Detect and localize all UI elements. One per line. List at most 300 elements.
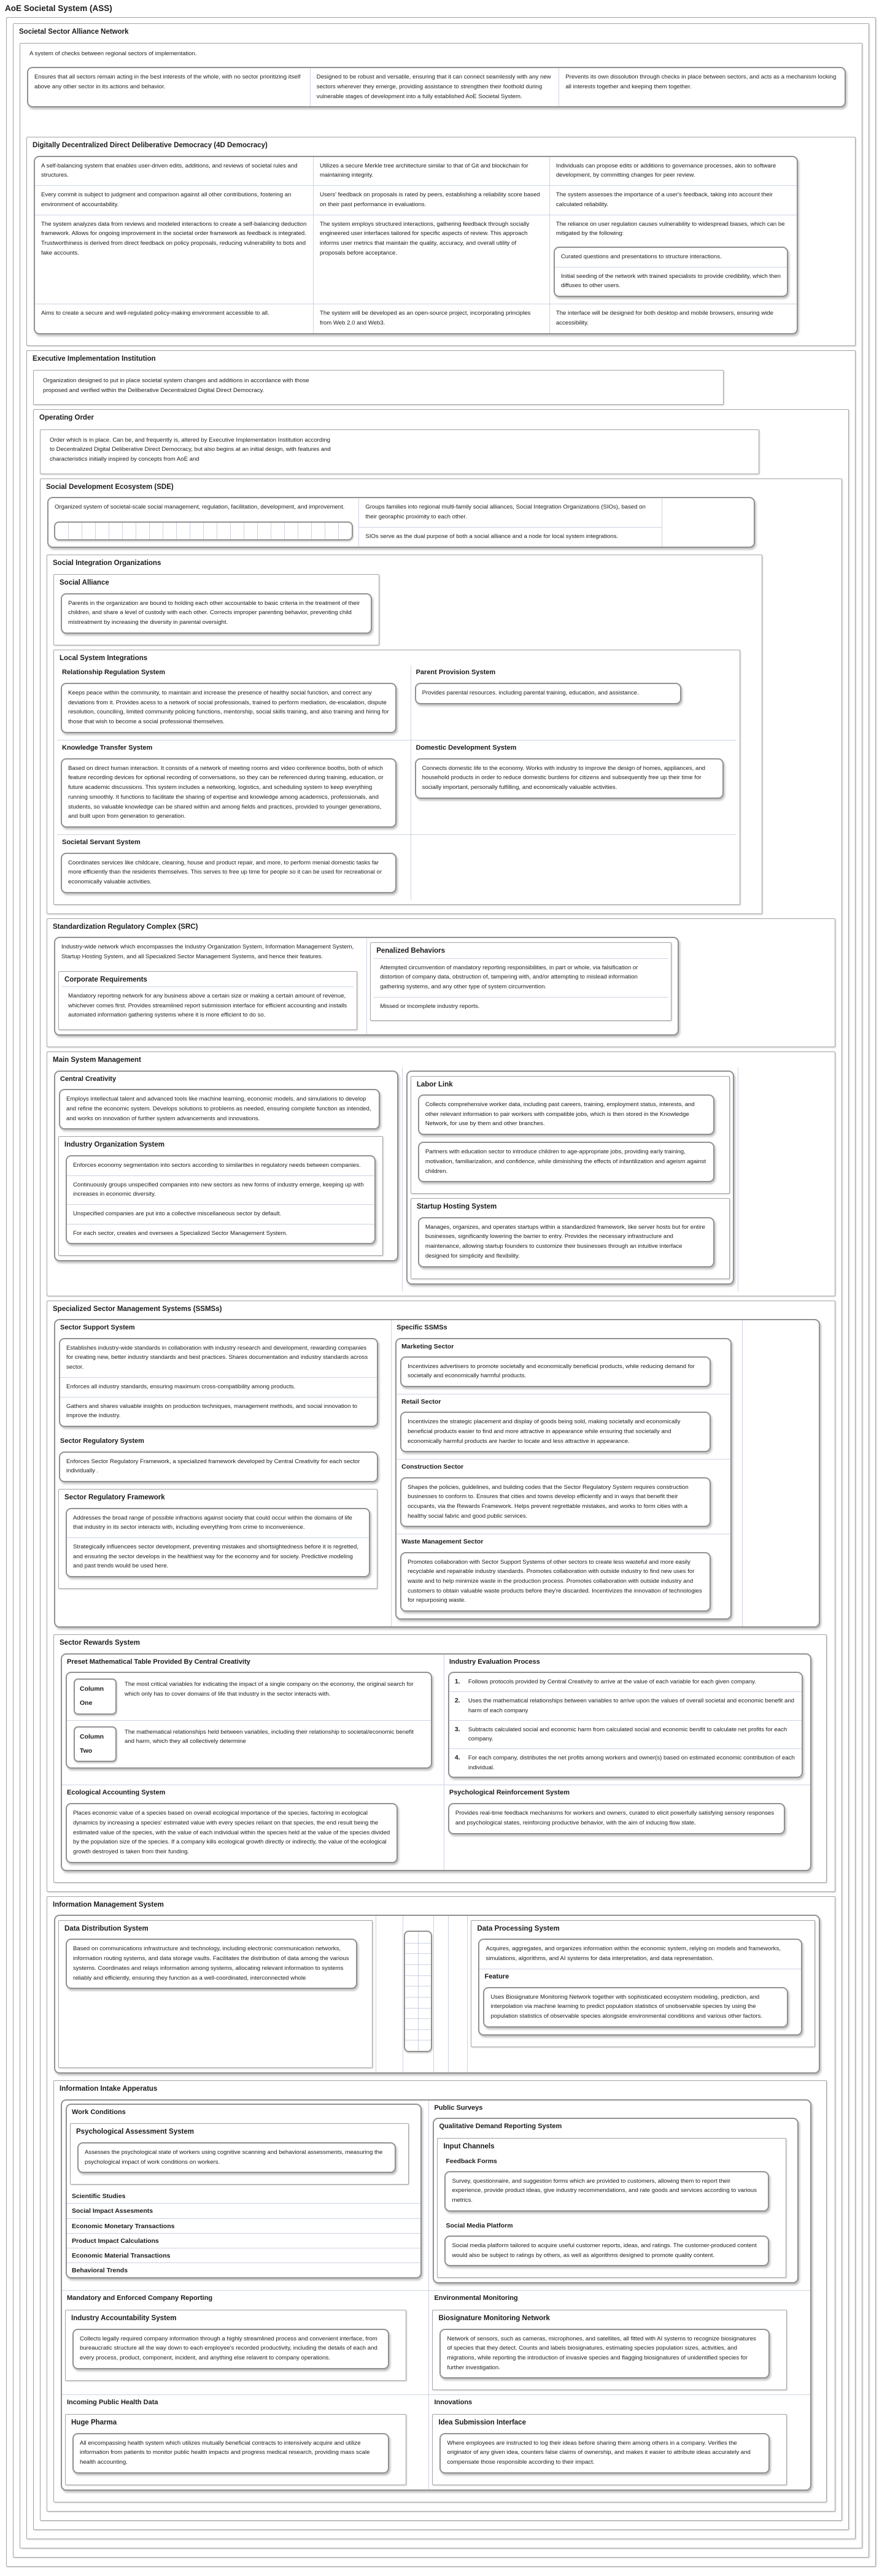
row bbox=[55, 1320, 819, 1626]
section-corporate-requirements bbox=[58, 971, 357, 1031]
text-block: The system employs structured interactions, gathering feedback through socially engineered user interfaces tailored for specific aspects of review. This approach informs user metrics that maintain the quality, accuracy, and overall utility of proposals before acceptance. bbox=[320, 220, 530, 256]
cell bbox=[62, 1785, 444, 1869]
section-information-management-system bbox=[47, 1896, 835, 2512]
section-digitally-decentralized-direct-deliberative-democracy-4d-democracy bbox=[26, 137, 856, 345]
text-block: Addresses the broad range of possible infractions against society that could occur within the domains of life that industry in its sector interacts with, including everything from crime to inconvenience. bbox=[73, 1514, 352, 1531]
section-title: Sector Rewards System bbox=[60, 1639, 141, 1647]
cell bbox=[662, 498, 753, 547]
cell bbox=[738, 1067, 832, 1291]
text-block: Based on direct human interaction. It consists of a network of meeting rooms and video conference booths, both of which feature recording devices for optional recording of conversations, so they can be referenced during training, education, or future academic discussions. This system includes a networking, logistics, and scheduling system to keep everything running smoothly. It functions to facilitate the sharing of expertise and knowledge among academics, professionals, and students, so valuable knowledge can be shared within and among fields and practices, provided to younger generations, and built upon from generation to generation. bbox=[68, 764, 384, 820]
panel bbox=[483, 1987, 788, 2028]
column-row bbox=[67, 1720, 431, 1767]
block bbox=[397, 1534, 730, 1612]
empty-cell bbox=[284, 523, 298, 539]
ass-root bbox=[6, 17, 876, 2567]
section-title: Data Distribution System bbox=[64, 1925, 149, 1933]
cell bbox=[376, 1916, 403, 2072]
row bbox=[57, 665, 737, 740]
text-block: Collects comprehensive worker data, including past careers, training, employment status, interests, and other relevant information to pair workers with compatible jobs, which is then stored in the Knowledge Network, for use by them and other branches. bbox=[425, 1101, 695, 1128]
section-title: Digitally Decentralized Direct Deliberative Democracy (4D Democracy) bbox=[33, 142, 268, 150]
heading-social-media-platform: Social Media Platform bbox=[446, 2221, 513, 2229]
heading-construction-sector: Construction Sector bbox=[401, 1463, 464, 1471]
heading-scientific-studies: Scientific Studies bbox=[72, 2193, 126, 2201]
text-block: Coordinates services like childcare, cleaning, house and product repair, and more, to perform menial domestic tasks far more efficiently than the residents themselves. This serves to free up time for people so it can be used for recreational or economically valuable activities. bbox=[68, 859, 382, 886]
cell bbox=[358, 498, 662, 547]
panel bbox=[439, 2329, 769, 2379]
empty-cell bbox=[109, 523, 122, 539]
column-text: The mathematical relationships held between variables, including their relationship to societal/economic benefit and harm, which they all collectively determine bbox=[125, 1728, 414, 1745]
empty-cell bbox=[257, 523, 271, 539]
empty-cell bbox=[55, 523, 68, 539]
panel bbox=[400, 1477, 711, 1528]
text-block: Assesses the psychological state of workers using cognitive scanning and behavioral assessments, measuring the psychological impact of work conditions on workers. bbox=[85, 2148, 383, 2166]
text-block: Shapes the policies, guidelines, and building codes that the Sector Regulatory System requires construction businesses to conform to. Ensures that cities and towns develop efficiently and in ways that benefit their occupants, via the Rewards Framework. Helps prevent regrettable mistakes, and works to form cities with a healthy social fabric and good public services. bbox=[408, 1483, 689, 1520]
heading-domestic-development-system: Domestic Development System bbox=[416, 744, 517, 752]
text-block: The system analyzes data from reviews and modeled interactions to create a self-balancing deduction framework. Allows for ongoing improvement in the societal order framework as feedback is integrated. Trustworthiness is derived from direct feedback on policy proposals, reducing vulnerability to bots and fake accounts. bbox=[41, 220, 307, 256]
text-block: All encompassing health system which utilizes mutually beneficial contracts to intensively acquire and utilize information from patients to monitor public health impacts and progress medical research, providing mass scale health accounting. bbox=[80, 2439, 370, 2466]
cell bbox=[50, 1067, 402, 1291]
cell bbox=[48, 498, 358, 547]
empty-cell bbox=[405, 2018, 418, 2029]
numbered-item bbox=[449, 1691, 802, 1720]
item-number: 2. bbox=[454, 1697, 460, 1705]
item-number: 1. bbox=[454, 1678, 460, 1686]
section-biosignature-monitoring-network bbox=[432, 2310, 786, 2390]
cell bbox=[62, 1655, 444, 1785]
section-startup-hosting-system bbox=[411, 1198, 730, 1278]
spacer bbox=[62, 1996, 369, 2063]
cell bbox=[57, 835, 411, 900]
panel bbox=[418, 1094, 714, 1135]
panel bbox=[72, 2329, 389, 2369]
column-row bbox=[67, 1673, 431, 1720]
text-block: Partners with education sector to introduce children to age-appropriate jobs, providing early training, motivation, familiarization, and confidence, while diminishing the effects of infantilization and ageism against children. bbox=[425, 1148, 706, 1175]
stack bbox=[57, 665, 737, 900]
panel bbox=[77, 2142, 396, 2173]
empty-cell-strip bbox=[54, 521, 353, 540]
cell bbox=[411, 665, 737, 740]
text-block: Manages, organizes, and operates startups within a standardized framework, like server hosts but for entire businesses, significantly lowering the barrier to entry. Provides the necessary infrastructure and maintenance, allowing startup founders to customize their businesses through an intuitive interface designed for simplicity and flexibility. bbox=[425, 1223, 705, 1259]
heading-feedback-forms: Feedback Forms bbox=[446, 2157, 497, 2165]
empty-cell bbox=[338, 523, 352, 539]
text-block: Uses Biosignature Monitoring Network together with sophisticated ecosystem modeling, prediction, and interpolation via machine learning to predict population statistics of unobservable species by using the population statistics of observable species alongside environmental conditions and various other factors. bbox=[490, 1993, 763, 2020]
heading-psychological-reinforcement-system: Psychological Reinforcement System bbox=[449, 1789, 570, 1797]
empty-cell bbox=[203, 523, 217, 539]
cell bbox=[55, 1916, 376, 2072]
text-block: Aims to create a secure and well-regulated policy-making environment accessible to all. bbox=[41, 310, 269, 317]
section-title: Standardization Regulatory Complex (SRC) bbox=[53, 923, 198, 931]
empty-cell bbox=[136, 523, 149, 539]
section-title: Penalized Behaviors bbox=[374, 944, 668, 958]
section-title: Societal Sector Alliance Network bbox=[19, 28, 129, 36]
stack bbox=[48, 498, 358, 540]
cell bbox=[444, 1655, 810, 1785]
section-title: Corporate Requirements bbox=[62, 973, 354, 987]
heading-product-impact-calculations: Product Impact Calculations bbox=[67, 2233, 420, 2248]
empty-cell bbox=[405, 1964, 418, 1975]
row bbox=[35, 185, 797, 214]
text-block: Organization designed to put in place societal system changes and additions in accordance with those proposed and verified within the Deliberative Decentralized Digital Direct Democracy. bbox=[43, 377, 309, 394]
panel bbox=[444, 2236, 768, 2266]
row bbox=[57, 740, 737, 834]
text-block: A system of checks between regional sectors of implementation. bbox=[29, 50, 197, 58]
ssan-pillars bbox=[27, 67, 846, 107]
empty-cell bbox=[405, 2040, 418, 2051]
section-data-distribution-system bbox=[58, 1920, 373, 2068]
empty-cell bbox=[68, 523, 82, 539]
block bbox=[397, 1394, 730, 1452]
text-block: Unspecified companies are put into a collective miscellaneous sector by default. bbox=[67, 1204, 374, 1224]
panel bbox=[400, 1356, 711, 1387]
text-block: Individuals can propose edits or additions to governance processes, akin to software development, by committing changes for peer review. bbox=[555, 162, 776, 179]
text-block: Acquires, aggregates, and organizes information within the economic system, relying on models and frameworks, simulations, algorithms, and AI systems for data interpretation, and data representation. bbox=[485, 1945, 781, 1963]
text-block: The system assesses the importance of a user's feedback, taking into account their calculated reliability. bbox=[555, 191, 773, 208]
text-block: Users' feedback on proposals is rated by peers, establishing a reliability score based on their past performance in evaluations. bbox=[320, 191, 540, 208]
section-title: Industry Organization System bbox=[64, 1141, 164, 1149]
cell bbox=[433, 1916, 449, 2072]
eii-intro bbox=[33, 370, 724, 405]
row bbox=[62, 2101, 810, 2291]
text-block: Initial seeding of the network with trained specialists to provide credibility, which then diffuses to other users. bbox=[555, 267, 787, 296]
text-block: Groups families into regional multi-family social alliances, Social Integration Organizations (SIOs), based on their georaphic proximity to each other. bbox=[365, 504, 646, 520]
text-block: Parents in the organization are bound to holding each other accountable to basic criteria in the treatment of their children, and share a level of custody with each other. Corrects improper parenting behavior, preventing child mistreatment by increasing the diversity in parental oversight. bbox=[68, 599, 360, 626]
row bbox=[50, 1067, 832, 1291]
text-block: Utilizes a secure Merkle tree architecture similar to that of Git and blockchain for maintaining integrity. bbox=[320, 162, 528, 179]
section-title: Social Integration Organizations bbox=[53, 559, 161, 567]
panel bbox=[59, 1338, 378, 1427]
section-title: Input Channels bbox=[443, 2143, 495, 2151]
text-block: Enforces economy segmentation into sectors according to similarities in regulatory needs between companies. bbox=[73, 1161, 361, 1169]
row bbox=[28, 68, 845, 106]
diagram-root bbox=[3, 17, 879, 2567]
section-social-integration-organizations bbox=[47, 555, 762, 914]
row bbox=[35, 304, 797, 333]
section-social-alliance bbox=[53, 574, 379, 645]
section-title: Data Processing System bbox=[477, 1925, 560, 1933]
cell bbox=[411, 835, 737, 900]
empty-cell bbox=[405, 1986, 418, 1997]
panel bbox=[61, 683, 397, 733]
section-title: Psychological Assessment System bbox=[76, 2128, 194, 2136]
text-block: Establishes industry-wide standards in collaboration with industry research and development, rewarding companies for creating new, better industry standards and best practices. Shares documentation and industry standards across sector. bbox=[66, 1344, 368, 1371]
text-block: Employs intellectual talent and advanced tools like machine learning, economic models, and simulations to develop and refine the economic system. Develops solutions to problems as needed, ensuring complete function as intended, and works on innovation of further system advancements and innovations. bbox=[66, 1096, 371, 1122]
heading-mandatory-and-enforced-company-reporting: Mandatory and Enforced Company Reporting bbox=[67, 2294, 213, 2302]
section-specialized-sector-management-systems-ssmss bbox=[47, 1301, 835, 1892]
panel bbox=[66, 1508, 370, 1578]
heading-feature: Feature bbox=[484, 1972, 509, 1980]
cell bbox=[57, 740, 411, 834]
heading-marketing-sector: Marketing Sector bbox=[401, 1342, 454, 1350]
empty-cell bbox=[418, 2018, 431, 2029]
cell bbox=[549, 215, 797, 304]
block bbox=[397, 1339, 730, 1388]
panel bbox=[59, 1089, 380, 1129]
spacer bbox=[23, 114, 859, 133]
numbered-item bbox=[449, 1673, 802, 1691]
text-block: Strategically influencees sector development, preventing mistakes and shortsightedness before it is regretted, and ensuring the sector develops in the healthiest way for the economy and for society. Predictive modeling and past trends would be used here. bbox=[67, 1537, 369, 1576]
empty-grid bbox=[404, 1931, 432, 2052]
empty-cell bbox=[298, 523, 311, 539]
section-title: Social Development Ecosystem (SDE) bbox=[46, 483, 174, 491]
section-executive-implementation-institution bbox=[26, 350, 856, 2539]
text-block: Provides parental resources. including parental training, education, and assistance. bbox=[422, 690, 639, 696]
panel bbox=[415, 758, 724, 799]
empty-cell bbox=[325, 523, 338, 539]
panel bbox=[439, 2433, 769, 2474]
cell bbox=[366, 938, 678, 1034]
cell bbox=[62, 2101, 428, 2291]
stack bbox=[67, 2189, 420, 2277]
cell bbox=[428, 2395, 810, 2489]
empty-cell bbox=[271, 523, 284, 539]
empty-cell bbox=[405, 1943, 418, 1954]
row bbox=[62, 2394, 810, 2489]
qdrs-wrap bbox=[433, 2118, 799, 2283]
empty-cell bbox=[311, 523, 325, 539]
heading-economic-monetary-transactions: Economic Monetary Transactions bbox=[67, 2218, 420, 2233]
section-main-system-management bbox=[47, 1052, 835, 1296]
cell bbox=[549, 157, 797, 185]
heading-environmental-monitoring: Environmental Monitoring bbox=[434, 2294, 518, 2302]
text-block: The reliance on user regulation causes vulnerability to widespread biases, which can be mitigated by the following: bbox=[555, 220, 785, 237]
text-block: Mandatory reporting network for any business above a certain size or making a certain amount of revenue, whichever comes first. Provides streamlined report submission interface for efficient accounting and installs automated information gathering systems where it is more efficient to do so. bbox=[68, 993, 347, 1019]
cell bbox=[35, 157, 313, 185]
text-block: Where employees are instructed to log their ideas before sharing them among others in a company. Verifies the originator of any given idea, counters false claims of ownership, and makes it easier to attribute ideas accurately and compensate those responsible according to their impact. bbox=[447, 2439, 751, 2466]
panel bbox=[61, 853, 397, 893]
text-block: Every commit is subject to judgment and comparison against all other contributions, fostering an environment of accountability. bbox=[41, 191, 292, 208]
empty-cell bbox=[418, 1932, 431, 1943]
cell bbox=[35, 215, 313, 304]
row bbox=[35, 157, 797, 185]
section-industry-accountability-system bbox=[65, 2310, 406, 2381]
empty-cell bbox=[217, 523, 230, 539]
heading-sector-regulatory-system: Sector Regulatory System bbox=[60, 1437, 144, 1445]
cell bbox=[467, 1916, 818, 2072]
text-block: Incentivizes advertisers to promote societally and economically beneficial products, while reducing demand for societally and economically harmful products. bbox=[408, 1363, 695, 1380]
empty-cell bbox=[418, 2029, 431, 2040]
cell bbox=[391, 1320, 742, 1626]
heading-relationship-regulation-system: Relationship Regulation System bbox=[62, 669, 166, 677]
section-title: Idea Submission Interface bbox=[438, 2419, 526, 2427]
heading-specific-ssmss: Specific SSMSs bbox=[397, 1323, 447, 1331]
panel bbox=[415, 683, 682, 704]
text-block: Promotes collaboration with Sector Support Systems of other sectors to create less wasteful and more easily recyclable and repairable industry standards. Promotes collaboration with outside industry to find new uses for waste and to help minimize waste in the production process. Promotes collaboration with outside industry and customers to obtain valuable waste products before they're discarded. Incentivizes the innovation of technologies for repurposing waste. bbox=[408, 1558, 702, 1604]
text-block: Continuously groups unspecified companies into new sectors as new forms of industry emerge, keeping up with increases in economic diversity. bbox=[67, 1175, 374, 1204]
panel bbox=[66, 1155, 376, 1245]
4d-grid bbox=[34, 156, 798, 334]
column-label: Column One bbox=[74, 1678, 117, 1714]
section-sector-regulatory-framework bbox=[58, 1489, 377, 1589]
item-number: 4. bbox=[454, 1753, 460, 1761]
heading-incoming-public-health-data: Incoming Public Health Data bbox=[67, 2399, 158, 2407]
text-block: Survey, questionnaire, and suggestion forms which are provided to customers, allowing them to report their experience, provide product ideas, give industry recommendations, and rate goods and services according to various metrics. bbox=[452, 2177, 757, 2204]
section-industry-organization-system bbox=[58, 1136, 383, 1256]
panel bbox=[61, 593, 372, 634]
numbered-item bbox=[449, 1748, 802, 1777]
cell bbox=[28, 68, 310, 106]
cell bbox=[428, 2291, 810, 2394]
text-block: Collects legally required company information through a highly streamlined process and convenient interface, from bureaucratic structure all the way down to each employee's recorded productivity, including the details of each and every process, product, component, incident, and anything else relavent to company operations. bbox=[80, 2335, 377, 2361]
text-block: Enforces all industry standards, ensuring maximum cross-compatibility among products. bbox=[60, 1377, 377, 1397]
item-number: 3. bbox=[454, 1725, 460, 1733]
column-text: The most critical variables for indicating the impact of a single company on the economy, the original search for which only has to cover domains of life that industry in the sector interacts with. bbox=[125, 1681, 414, 1698]
heading-ecological-accounting-system: Ecological Accounting System bbox=[67, 1789, 166, 1797]
text-block: Industry-wide network which encompasses the Industry Organization System, Information Management System, Startup Hosting System, and all Specialized Sector Management Systems, and hence their features. bbox=[61, 944, 354, 960]
panel bbox=[478, 1939, 802, 2035]
cell bbox=[403, 1916, 433, 2072]
section-penalized-behaviors bbox=[370, 942, 671, 1021]
ssan-body bbox=[20, 43, 862, 2548]
row bbox=[62, 1785, 810, 1869]
operating-order-intro bbox=[40, 429, 759, 474]
cell bbox=[35, 186, 313, 214]
panel bbox=[418, 1142, 714, 1182]
empty-cell bbox=[405, 1975, 418, 1986]
heading-work-conditions: Work Conditions bbox=[72, 2108, 126, 2116]
row bbox=[62, 1655, 810, 1785]
item-text: Follows protocols provided by Central Creativity to arrive at the value of each variable for each given company. bbox=[468, 1678, 756, 1686]
empty-cell bbox=[163, 523, 176, 539]
text-block: For each sector, creates and oversees a Specialized Sector Management System. bbox=[67, 1224, 374, 1244]
cell bbox=[313, 186, 549, 214]
text-block: Order which is in place. Can be, and frequently is, altered by Executive Implementation Institution according to Decentralized Digital Deliberative Direct Democracy, but also begins at an initial design, with features and characteristics initially inspired by concepts from AoE and bbox=[50, 436, 331, 463]
cell bbox=[55, 1320, 391, 1626]
heading-social-impact-assesments: Social Impact Assesments bbox=[67, 2203, 420, 2218]
empty-cell bbox=[190, 523, 203, 539]
heading-qualitative-demand-reporting-system: Qualitative Demand Reporting System bbox=[439, 2123, 562, 2131]
empty-cell bbox=[418, 2008, 431, 2019]
heading-waste-management-sector: Waste Management Sector bbox=[401, 1538, 484, 1546]
section-title: Social Alliance bbox=[60, 579, 109, 587]
cell bbox=[313, 157, 549, 185]
cell bbox=[57, 665, 411, 740]
panel bbox=[444, 2171, 768, 2212]
heading-societal-servant-system: Societal Servant System bbox=[62, 838, 141, 846]
section-sector-rewards-system bbox=[53, 1634, 827, 1883]
empty-cell bbox=[230, 523, 244, 539]
intake-body bbox=[61, 2099, 811, 2491]
numbered-item bbox=[449, 1720, 802, 1748]
text-block: A self-balancing system that enables user-driven edits, additions, and reviews of societal rules and structures. bbox=[41, 162, 298, 179]
heading-public-surveys: Public Surveys bbox=[434, 2104, 483, 2112]
text-block: The interface will be designed for both desktop and mobile browsers, ensuring wide accessibility. bbox=[555, 310, 773, 326]
text-block: Places economic value of a species based on overall ecological importance of the species, factoring in ecological dynamics by increasing a species' estimated value with every species reliant on that species, the end result being the estimated value of the species, with the value of each individual within the species held at the value of the species divided by the population size of the species. If a company kills ecological growth directly or indirectly, the value of the ecological growth destroyed is taken from their funding. bbox=[73, 1810, 390, 1855]
cell bbox=[62, 2395, 428, 2489]
labor-startup-wrap bbox=[406, 1071, 734, 1285]
text-block: Designed to be robust and versatile, ensuring that it can connect seamlessly with any new sectors wherever they emerge, providing assistance to strengthen their foothold during vulnerable stages of development into a fully established AoE Societal System. bbox=[316, 74, 551, 100]
cell bbox=[35, 304, 313, 333]
text-block: Gathers and shares valuable insights on production techniques, management methods, and social innovation to improve the industry. bbox=[60, 1397, 377, 1426]
heading-behavioral-trends: Behavioral Trends bbox=[67, 2263, 420, 2277]
row bbox=[35, 215, 797, 304]
section-operating-order bbox=[33, 409, 849, 2529]
section-psychological-assessment-system bbox=[70, 2123, 409, 2185]
panel bbox=[400, 1412, 711, 1452]
empty-cell bbox=[418, 1964, 431, 1975]
heading-knowledge-transfer-system: Knowledge Transfer System bbox=[62, 744, 153, 752]
heading-central-creativity: Central Creativity bbox=[60, 1075, 117, 1083]
empty-cell bbox=[418, 1943, 431, 1954]
empty-cell bbox=[418, 1975, 431, 1986]
text-block: Prevents its own dissolution through checks in place between sectors, and acts as a mechanism locking all interests together and keeping them together. bbox=[565, 74, 837, 90]
empty-cell bbox=[405, 2008, 418, 2019]
section-title: Biosignature Monitoring Network bbox=[438, 2315, 550, 2323]
empty-cell bbox=[418, 1986, 431, 1997]
rewards-body bbox=[61, 1653, 811, 1871]
row bbox=[55, 938, 678, 1034]
item-text: Subtracts calculated social and economic harm from calculated social and economic benifit to calculate net profits for each company. bbox=[468, 1726, 787, 1743]
block bbox=[397, 1459, 730, 1527]
ssms-body bbox=[54, 1319, 820, 1628]
text-block: Missed or incomplete industry reports. bbox=[374, 997, 668, 1017]
page-title: AoE Societal System (ASS) bbox=[5, 4, 112, 13]
panel bbox=[448, 1672, 803, 1778]
section-title: Specialized Sector Management Systems (SSMSs) bbox=[53, 1305, 222, 1313]
heading-innovations: Innovations bbox=[434, 2399, 473, 2407]
empty-cell bbox=[95, 523, 109, 539]
section-information-intake-apperatus bbox=[53, 2080, 827, 2502]
panel bbox=[61, 758, 397, 828]
text-block: The system will be developed as an open-source project, incorporating principles from Web 2.0 and Web3. bbox=[320, 310, 531, 326]
section-standardization-regulatory-complex-src bbox=[47, 918, 835, 1047]
cell bbox=[411, 740, 737, 834]
section-title: Executive Implementation Institution bbox=[33, 355, 156, 363]
text-block: Network of sensors, such as cameras, microphones, and satellites, all fitted with AI systems to recognize biosignatures of species that they detect. Counts and labels biosignatures, estimating species population sizes, activities, and migrations, while reporting the introduction of invasive species and flagging biosignatures of unidentified species for further investigation. bbox=[447, 2335, 756, 2371]
text-block: Keeps peace within the community, to maintain and increase the presence of healthy social function, and correct any deviations from it. Provides acess to a network of social professionals, trained to perform mediation, de-escalation, dispute resolution, counciling, limited community policing functions, mentorship, social skills training, and also training and hiring for those that wish to become a social professional themselves. bbox=[68, 690, 389, 726]
section-title: Industry Accountability System bbox=[71, 2315, 177, 2323]
cell bbox=[742, 1320, 818, 1626]
cell bbox=[313, 304, 549, 333]
text-block: SIOs serve as the dual purpose of both a social alliance and a node for local system integrations. bbox=[359, 527, 662, 547]
text-block: Social media platform tailored to acquire useful customer reports, ideas, and ratings. The customer-produced content would also be subject to ratings by others, as well as algorithms designed to promote quality content. bbox=[452, 2242, 757, 2259]
panel bbox=[72, 2433, 389, 2474]
heading-sector-support-system: Sector Support System bbox=[60, 1323, 135, 1331]
empty-cell bbox=[82, 523, 95, 539]
heading-retail-sector: Retail Sector bbox=[401, 1398, 441, 1406]
text-block: Attempted circumvention of mandatory reporting responsibilities, in part or whole, via falsification or distortion of company data, obstruction of, tampering with, and/or attempting to mislead information gathering systems, and any other type of system circumvention. bbox=[380, 964, 638, 991]
bias-mitigations bbox=[554, 247, 788, 297]
cell bbox=[313, 215, 549, 304]
section-title: Main System Management bbox=[53, 1056, 141, 1064]
text-block: Ensures that all sectors remain acting in the best interests of the whole, with no sector prioritizing itself above any other sector in its actions and behavior. bbox=[34, 74, 301, 90]
section-idea-submission-interface bbox=[432, 2414, 786, 2485]
heading-economic-material-transactions: Economic Material Transactions bbox=[67, 2248, 420, 2263]
text-block: Enforces Sector Regulatory Framework, a specialized framework developed by Central Creativity for each sector individually . bbox=[66, 1458, 360, 1475]
panel bbox=[66, 1803, 398, 1863]
text-block: Curated questions and presentations to structure interactions. bbox=[560, 253, 722, 260]
row bbox=[55, 1916, 819, 2072]
heading-industry-evaluation-process: Industry Evaluation Process bbox=[449, 1658, 540, 1666]
work-conditions-wrap bbox=[66, 2104, 422, 2278]
section-input-channels bbox=[437, 2138, 786, 2278]
cell bbox=[428, 2101, 810, 2291]
empty-cell bbox=[405, 1953, 418, 1964]
empty-cell bbox=[418, 1997, 431, 2008]
row bbox=[57, 834, 737, 900]
section-title: Startup Hosting System bbox=[416, 1203, 497, 1211]
panel bbox=[66, 1672, 432, 1768]
section-title: Information Intake Apperatus bbox=[60, 2085, 158, 2093]
text-block: Incentivizes the strategic placement and display of goods being sold, making societally and economically beneficial products easier to find and more attractive in appearance while ensuring that societally and economically harmful products are harder to locate and less attractive in appearance. bbox=[408, 1418, 681, 1445]
empty-cell bbox=[418, 1953, 431, 1964]
empty-cell bbox=[122, 523, 136, 539]
heading-preset-mathematical-table-provided-by-central-creativity: Preset Mathematical Table Provided By Central Creativity bbox=[67, 1658, 250, 1666]
cell bbox=[444, 1785, 810, 1869]
central-creativity-wrap bbox=[54, 1071, 398, 1262]
empty-cell bbox=[244, 523, 257, 539]
row bbox=[62, 2290, 810, 2394]
cell bbox=[549, 304, 797, 333]
